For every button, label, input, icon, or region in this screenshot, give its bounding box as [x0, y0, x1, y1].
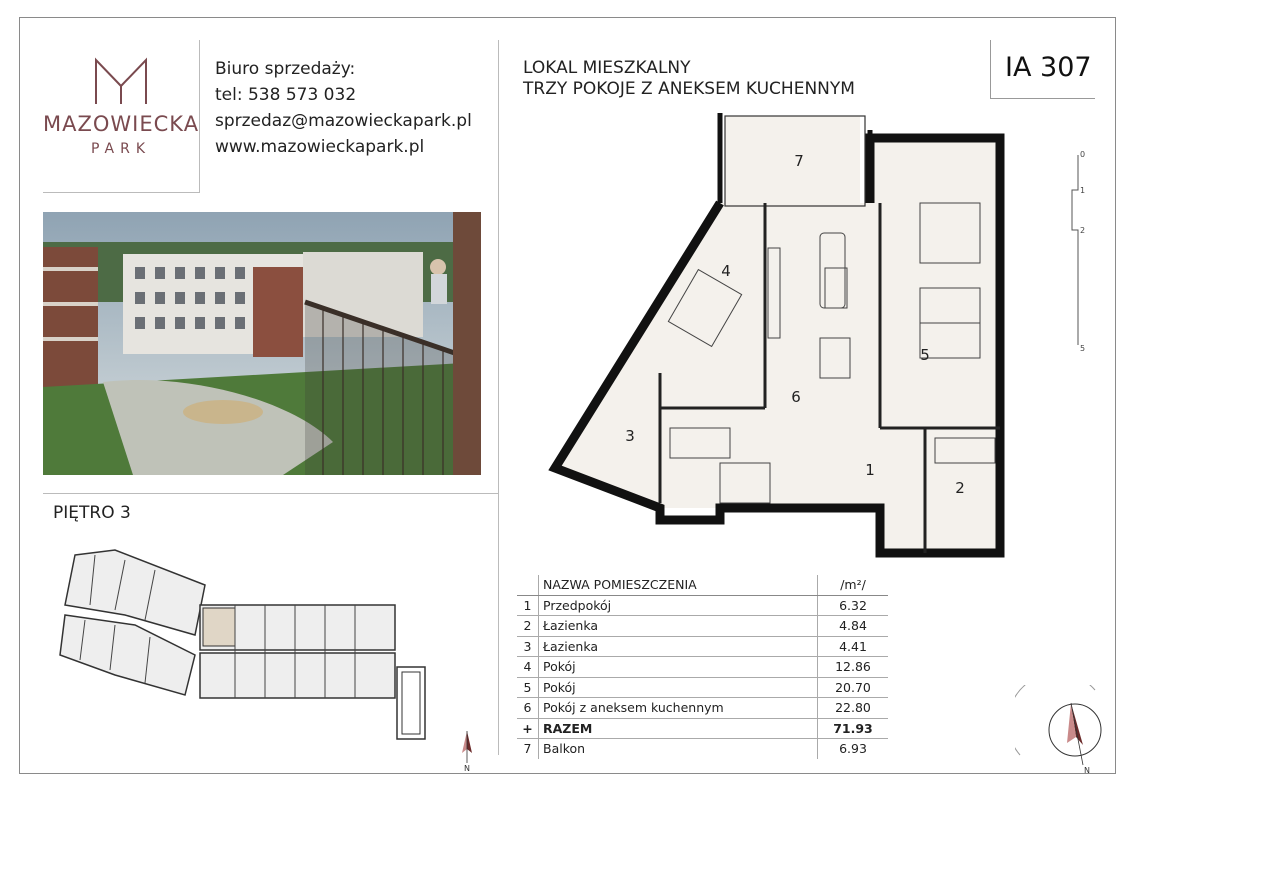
- scale-tick-5: 5: [1080, 344, 1086, 353]
- table-row: 2 Łazienka 4.84: [517, 616, 888, 637]
- compass-icon: [1015, 685, 1115, 775]
- building-render-image: [43, 212, 481, 475]
- table-header-row: [517, 575, 888, 595]
- logo-m-icon: [92, 56, 150, 106]
- brand-sub: PARK: [90, 141, 152, 157]
- website: www.mazowieckapark.pl: [215, 137, 425, 157]
- table-row: 3 Łazienka 4.41: [517, 636, 888, 657]
- header-name: NAZWA POMIESZCZENIA: [539, 575, 818, 595]
- room-label-7: 7: [794, 152, 804, 170]
- horizontal-divider: [43, 493, 498, 494]
- unit-title: [523, 58, 855, 100]
- compass-small-n: N: [464, 764, 470, 773]
- table-row: 5 Pokój 20.70: [517, 677, 888, 698]
- vertical-divider: [498, 40, 499, 755]
- table-row: 6 Pokój z aneksem kuchennym 22.80: [517, 698, 888, 719]
- logo-block: [43, 40, 200, 193]
- unit-title-line2: TRZY POKOJE Z ANEKSEM KUCHENNYM: [523, 79, 855, 99]
- scale-tick-1: 1: [1080, 186, 1086, 195]
- floor-key-plan: [55, 545, 435, 749]
- scale-tick-2: 2: [1080, 226, 1086, 235]
- room-label-1: 1: [865, 461, 875, 479]
- room-label-6: 6: [791, 388, 801, 406]
- compass-n: N: [1084, 766, 1090, 775]
- apartment-floor-plan: [540, 108, 1010, 568]
- room-label-3: 3: [625, 427, 635, 445]
- table-row: 1 Przedpokój 6.32: [517, 595, 888, 616]
- unit-id-box: [990, 40, 1095, 99]
- table-row: 4 Pokój 12.86: [517, 657, 888, 678]
- email: sprzedaz@mazowieckapark.pl: [215, 111, 472, 131]
- scale-tick-0: 0: [1080, 150, 1086, 159]
- table-balcony-row: 7 Balkon 6.93: [517, 739, 888, 759]
- brand-name: MAZOWIECKA: [43, 112, 200, 136]
- room-label-5: 5: [920, 346, 930, 364]
- unit-title-line1: LOKAL MIESZKALNY: [523, 58, 691, 78]
- office-label: Biuro sprzedaży:: [215, 59, 356, 79]
- compass-small-icon: [447, 725, 487, 773]
- room-label-4: 4: [721, 262, 731, 280]
- header-unit: /m²/: [818, 575, 889, 595]
- room-label-2: 2: [955, 479, 965, 497]
- contact-block: [215, 56, 472, 160]
- floor-label: PIĘTRO 3: [53, 503, 131, 523]
- table-total-row: + RAZEM 71.93: [517, 718, 888, 739]
- rooms-table: [517, 575, 888, 759]
- phone: tel: 538 573 032: [215, 85, 357, 105]
- scale-bar: [1066, 145, 1096, 355]
- unit-id: IA 307: [1005, 52, 1092, 83]
